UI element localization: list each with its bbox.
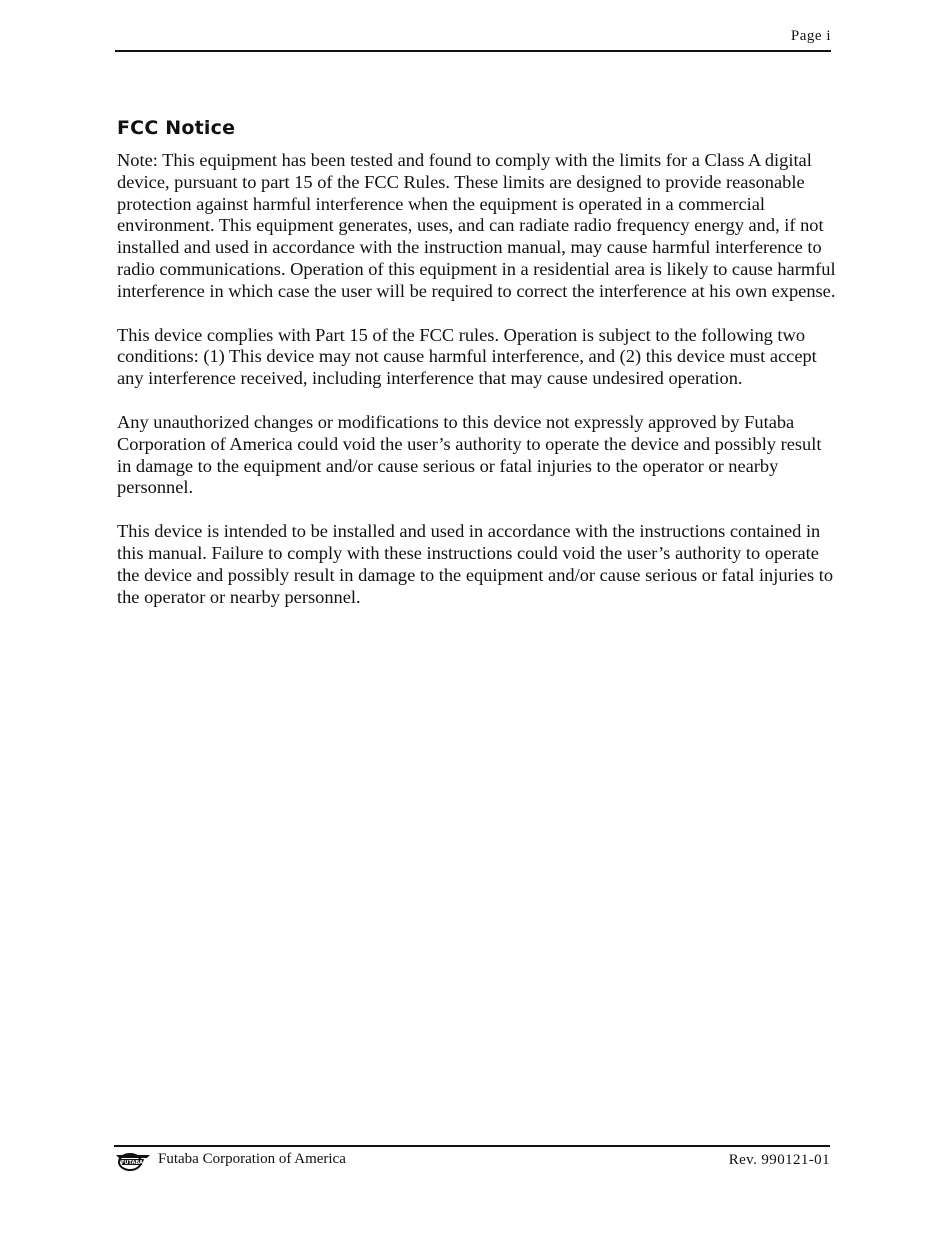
logo-lettering: FUTABA xyxy=(120,1160,144,1166)
page-number: Page i xyxy=(790,28,831,44)
futaba-logo-icon xyxy=(114,1149,152,1171)
header-rule xyxy=(115,50,831,52)
page-footer xyxy=(114,1145,830,1177)
footer-company: Futaba Corporation of America xyxy=(158,1151,346,1167)
paragraph-part-15-conditions: This device complies with Part 15 of the FCC rules. Operation is subject to the following two conditions: (1) This device may not cause harmful interference, and (2) this device must accept any interference received, including interference that may cause undesired operation. xyxy=(117,324,817,389)
footer-revision: Rev. 990121-01 xyxy=(728,1152,830,1168)
page-header xyxy=(115,28,831,54)
footer-rule xyxy=(114,1145,830,1147)
paragraph-unauthorized-changes: Any unauthorized changes or modifications to this device not expressly approved by Futaba Corporation of America could void the user’s authority to operate the device and possibly result in damage to the equipment and/or cause serious or fatal injuries to the operator or nearby personnel. xyxy=(117,411,822,498)
section-heading: FCC Notice xyxy=(117,117,236,139)
notice-body xyxy=(117,150,837,630)
paragraph-installation-instructions: This device is intended to be installed and used in accordance with the instructions contained in this manual. Failure to comply with these instructions could void the user’s authority to operate the device and possibly result in damage to the equipment and/or cause serious or fatal injuries to the operator or nearby personnel. xyxy=(117,521,834,607)
paragraph-class-a-notice: Note: This equipment has been tested and found to comply with the limits for a Class A digital device, pursuant to part 15 of the FCC Rules. These limits are designed to provide reasonable protection against harmful interference when the equipment is operated in a commercial environment. This equipment generates, uses, and can radiate radio frequency energy and, if not installed and used in accordance with the instruction manual, may cause harmful interference to radio communications. Operation of this equipment in a residential area is likely to cause harmful interference in which case the user will be required to correct the interference at his own expense. xyxy=(117,150,836,301)
